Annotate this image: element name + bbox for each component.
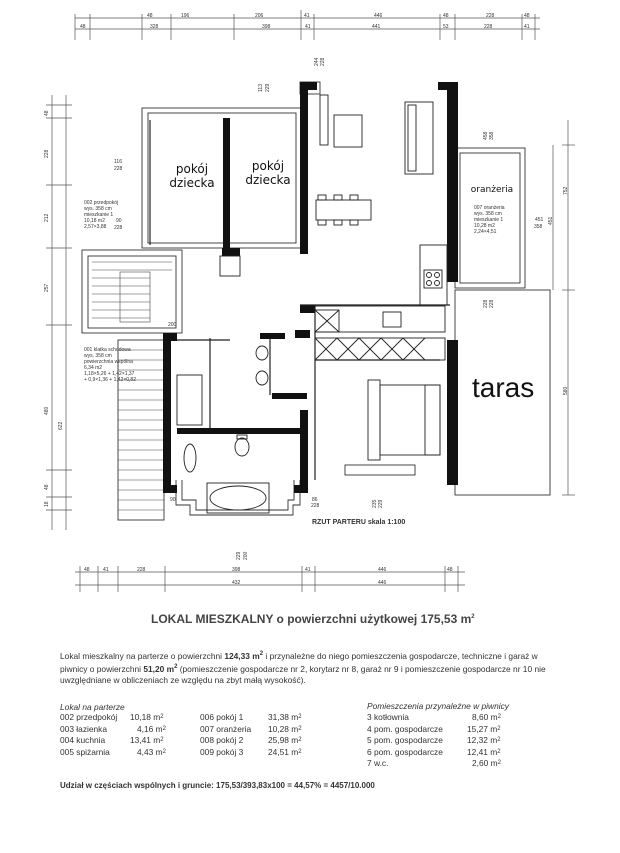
room-area-sup: 2	[497, 714, 501, 720]
list-item	[60, 747, 166, 759]
dim-top: 228	[484, 24, 493, 30]
room-area: 13,41 m	[130, 735, 161, 745]
room-area-sup: 2	[162, 748, 166, 755]
dim-bottom: 48	[84, 567, 90, 573]
dim-bottom: 41	[305, 567, 311, 573]
intro-area-1-value: 124,33 m	[224, 650, 260, 661]
dim-left: 48	[44, 110, 50, 116]
heading-sup: 2	[471, 614, 475, 620]
dim-bottom: 398	[232, 567, 241, 573]
dim-top: 48	[524, 13, 530, 19]
dim-left: 480	[44, 406, 50, 415]
room-name: 5 pom. gospodarcze	[367, 735, 443, 745]
dim-inner: 228	[114, 166, 123, 172]
room-name: 008 pokój 2	[200, 735, 244, 745]
room-name: 004 kuchnia	[60, 735, 106, 745]
dim-left: 257	[44, 283, 50, 292]
room-name: 005 spiżarnia	[60, 746, 110, 757]
room-label-orangery: oranżeria	[470, 185, 514, 195]
room-name: 003 łazienka	[60, 723, 108, 734]
room-area: 12,32 m	[467, 735, 498, 745]
dim-inner: 200	[243, 551, 249, 560]
dim-inner: 86	[312, 497, 318, 503]
dim-top: 398	[262, 24, 271, 30]
note-room-001: 001 klatka schodowa wys. 358 cm powierzchnia wspólna 6,34 m2 1,18×5,26 + 1,42×1,37 + 0,9×1,36 + 1,42×0,82	[84, 347, 136, 383]
dim-inner: 228	[311, 503, 320, 509]
list-item	[200, 735, 302, 747]
intro-area-1	[224, 651, 263, 661]
room-area-sup: 2	[160, 714, 164, 720]
intro-area-2	[143, 664, 177, 674]
room-area-sup: 2	[160, 737, 164, 743]
dim-inner: 228	[489, 299, 495, 308]
dim-top: 328	[150, 24, 159, 30]
dim-left: 18	[44, 501, 50, 507]
room-area: 2,60 m	[472, 758, 498, 768]
dim-right: 752	[563, 186, 569, 195]
room-area-sup: 2	[162, 725, 166, 732]
basement-title: Pomieszczenia przynależne w piwnicy	[367, 701, 509, 711]
room-area-sup: 2	[298, 748, 302, 755]
list-item	[367, 758, 501, 770]
dim-inner: 90	[170, 497, 176, 503]
dim-inner: 113	[258, 84, 264, 92]
dim-right: 580	[563, 386, 569, 395]
room-area-sup: 2	[298, 737, 302, 743]
intro-area-1-sup: 2	[259, 651, 264, 657]
intro-text-3: (pomieszczenie gospodarcze nr 2, korytarz nr 8, garaż nr 9 i pomieszczenie gospodarcze nr 10 nie uwzględniane w obliczeniach ze względu na zbyt małą wysokość).	[60, 663, 546, 685]
list-item	[60, 712, 166, 724]
intro-paragraph	[60, 649, 560, 686]
dim-bottom: 446	[378, 567, 387, 573]
room-name: 4 pom. gospodarcze	[367, 723, 443, 734]
room-label-terrace: taras	[472, 372, 535, 403]
intro-area-2-sup: 2	[174, 663, 178, 670]
dim-top: 41	[524, 24, 530, 30]
dim-bottom: 446	[378, 580, 387, 586]
intro-area-2-value: 51,20 m	[143, 663, 175, 674]
dim-bottom: 41	[103, 567, 109, 573]
list-item	[200, 724, 302, 736]
list-item	[60, 724, 166, 736]
dim-left: 228	[44, 149, 50, 158]
shares-statement: Udział w częściach wspólnych i gruncie: 175,53/393,83x100 = 44,57% = 4457/10.000	[60, 781, 375, 790]
dim-inner: 228	[320, 57, 326, 66]
dim-inner: 229	[236, 551, 242, 560]
dim-inner: 229	[378, 499, 384, 508]
room-area: 31,38 m	[268, 712, 299, 722]
dim-top: 53	[443, 24, 449, 30]
list-item	[200, 747, 302, 759]
list-item	[367, 747, 501, 759]
list-item	[60, 735, 166, 747]
room-area-sup: 2	[497, 737, 501, 743]
room-name: 6 pom. gospodarcze	[367, 746, 443, 757]
room-name: 006 pokój 1	[200, 712, 244, 722]
dim-bottom: 48	[447, 567, 453, 573]
dim-inner: 244	[314, 57, 320, 66]
heading-text: LOKAL MIESZKALNY o powierzchni użytkowej 175,53 m	[151, 612, 472, 626]
dim-top: 228	[486, 13, 495, 19]
dim-left: 212	[44, 213, 50, 222]
room-area: 4,16 m	[137, 723, 163, 734]
room-area: 4,43 m	[137, 746, 163, 757]
room-area: 12,41 m	[467, 746, 498, 757]
room-name: 007 oranżeria	[200, 723, 252, 734]
dim-top: 441	[372, 24, 381, 30]
dim-top: 41	[305, 24, 311, 30]
plan-scale-caption: RZUT PARTERU skala 1:100	[312, 519, 406, 526]
room-label-kid1: pokój dziecka	[169, 162, 215, 190]
dim-inner: 228	[114, 225, 123, 231]
room-area: 25,98 m	[268, 735, 299, 745]
ground-left-list	[60, 712, 166, 758]
dim-inner: 458	[483, 131, 489, 140]
dim-top: 206	[255, 13, 264, 19]
intro-text-1: Lokal mieszkalny na parterze o powierzchni	[60, 650, 225, 661]
dim-inner: 90	[116, 218, 122, 224]
room-area: 15,27 m	[467, 723, 498, 734]
room-area-sup: 2	[497, 748, 501, 755]
dim-inner: 229	[265, 83, 271, 92]
dim-top: 48	[443, 13, 449, 19]
room-name: 3 kotłownia	[367, 712, 409, 722]
intro-text-2: i przynależne do niego pomieszczenia gospodarcze, techniczne i garaż w piwnicy o powierzchni	[60, 650, 538, 674]
room-area: 24,51 m	[268, 746, 299, 757]
dim-inner: 358	[489, 131, 495, 140]
list-item	[200, 712, 302, 724]
ground-floor-title: Lokal na parterze	[60, 702, 125, 712]
basement-list	[367, 712, 501, 770]
note-room-007: 007 oranżeria wys. 358 cm mieszkanie 1 10,28 m2 2,24×4,51	[474, 205, 505, 235]
room-name: 002 przedpokój	[60, 712, 118, 722]
dim-right: 451	[548, 216, 554, 225]
document-heading	[151, 612, 475, 626]
ground-right-list	[200, 712, 302, 758]
room-label-kid2: pokój dziecka	[245, 159, 291, 187]
room-area-sup: 2	[298, 714, 302, 720]
room-name: 009 pokój 3	[200, 746, 244, 757]
list-item	[367, 735, 501, 747]
dim-inner: 116	[114, 159, 122, 165]
list-item	[367, 724, 501, 736]
note-room-002: 002 przedpokój wys. 358 cm mieszkanie 1 10,18 m2 2,57×3,88	[84, 200, 119, 230]
room-area-sup: 2	[298, 725, 302, 732]
dim-top: 196	[181, 13, 190, 19]
list-item	[367, 712, 501, 724]
dim-top: 41	[304, 13, 310, 19]
dim-bottom: 228	[137, 567, 146, 573]
room-name: 7 w.c.	[367, 758, 389, 768]
room-area: 8,60 m	[472, 712, 498, 722]
dim-inner: 228	[483, 299, 489, 308]
room-area: 10,18 m	[130, 712, 161, 722]
dim-bottom: 432	[232, 580, 241, 586]
dim-top: 48	[80, 24, 86, 30]
dim-inner: 451	[535, 217, 544, 223]
room-area-sup: 2	[497, 760, 501, 766]
dim-inner: 200	[168, 322, 177, 328]
dim-top: 446	[374, 13, 383, 19]
room-area: 10,28 m	[268, 723, 299, 734]
dim-left: 622	[58, 421, 64, 430]
room-area-sup: 2	[497, 725, 501, 732]
dim-inner: 235	[372, 499, 378, 508]
dim-top: 48	[147, 13, 153, 19]
dim-inner: 358	[534, 224, 543, 230]
dim-left: 48	[44, 484, 50, 490]
